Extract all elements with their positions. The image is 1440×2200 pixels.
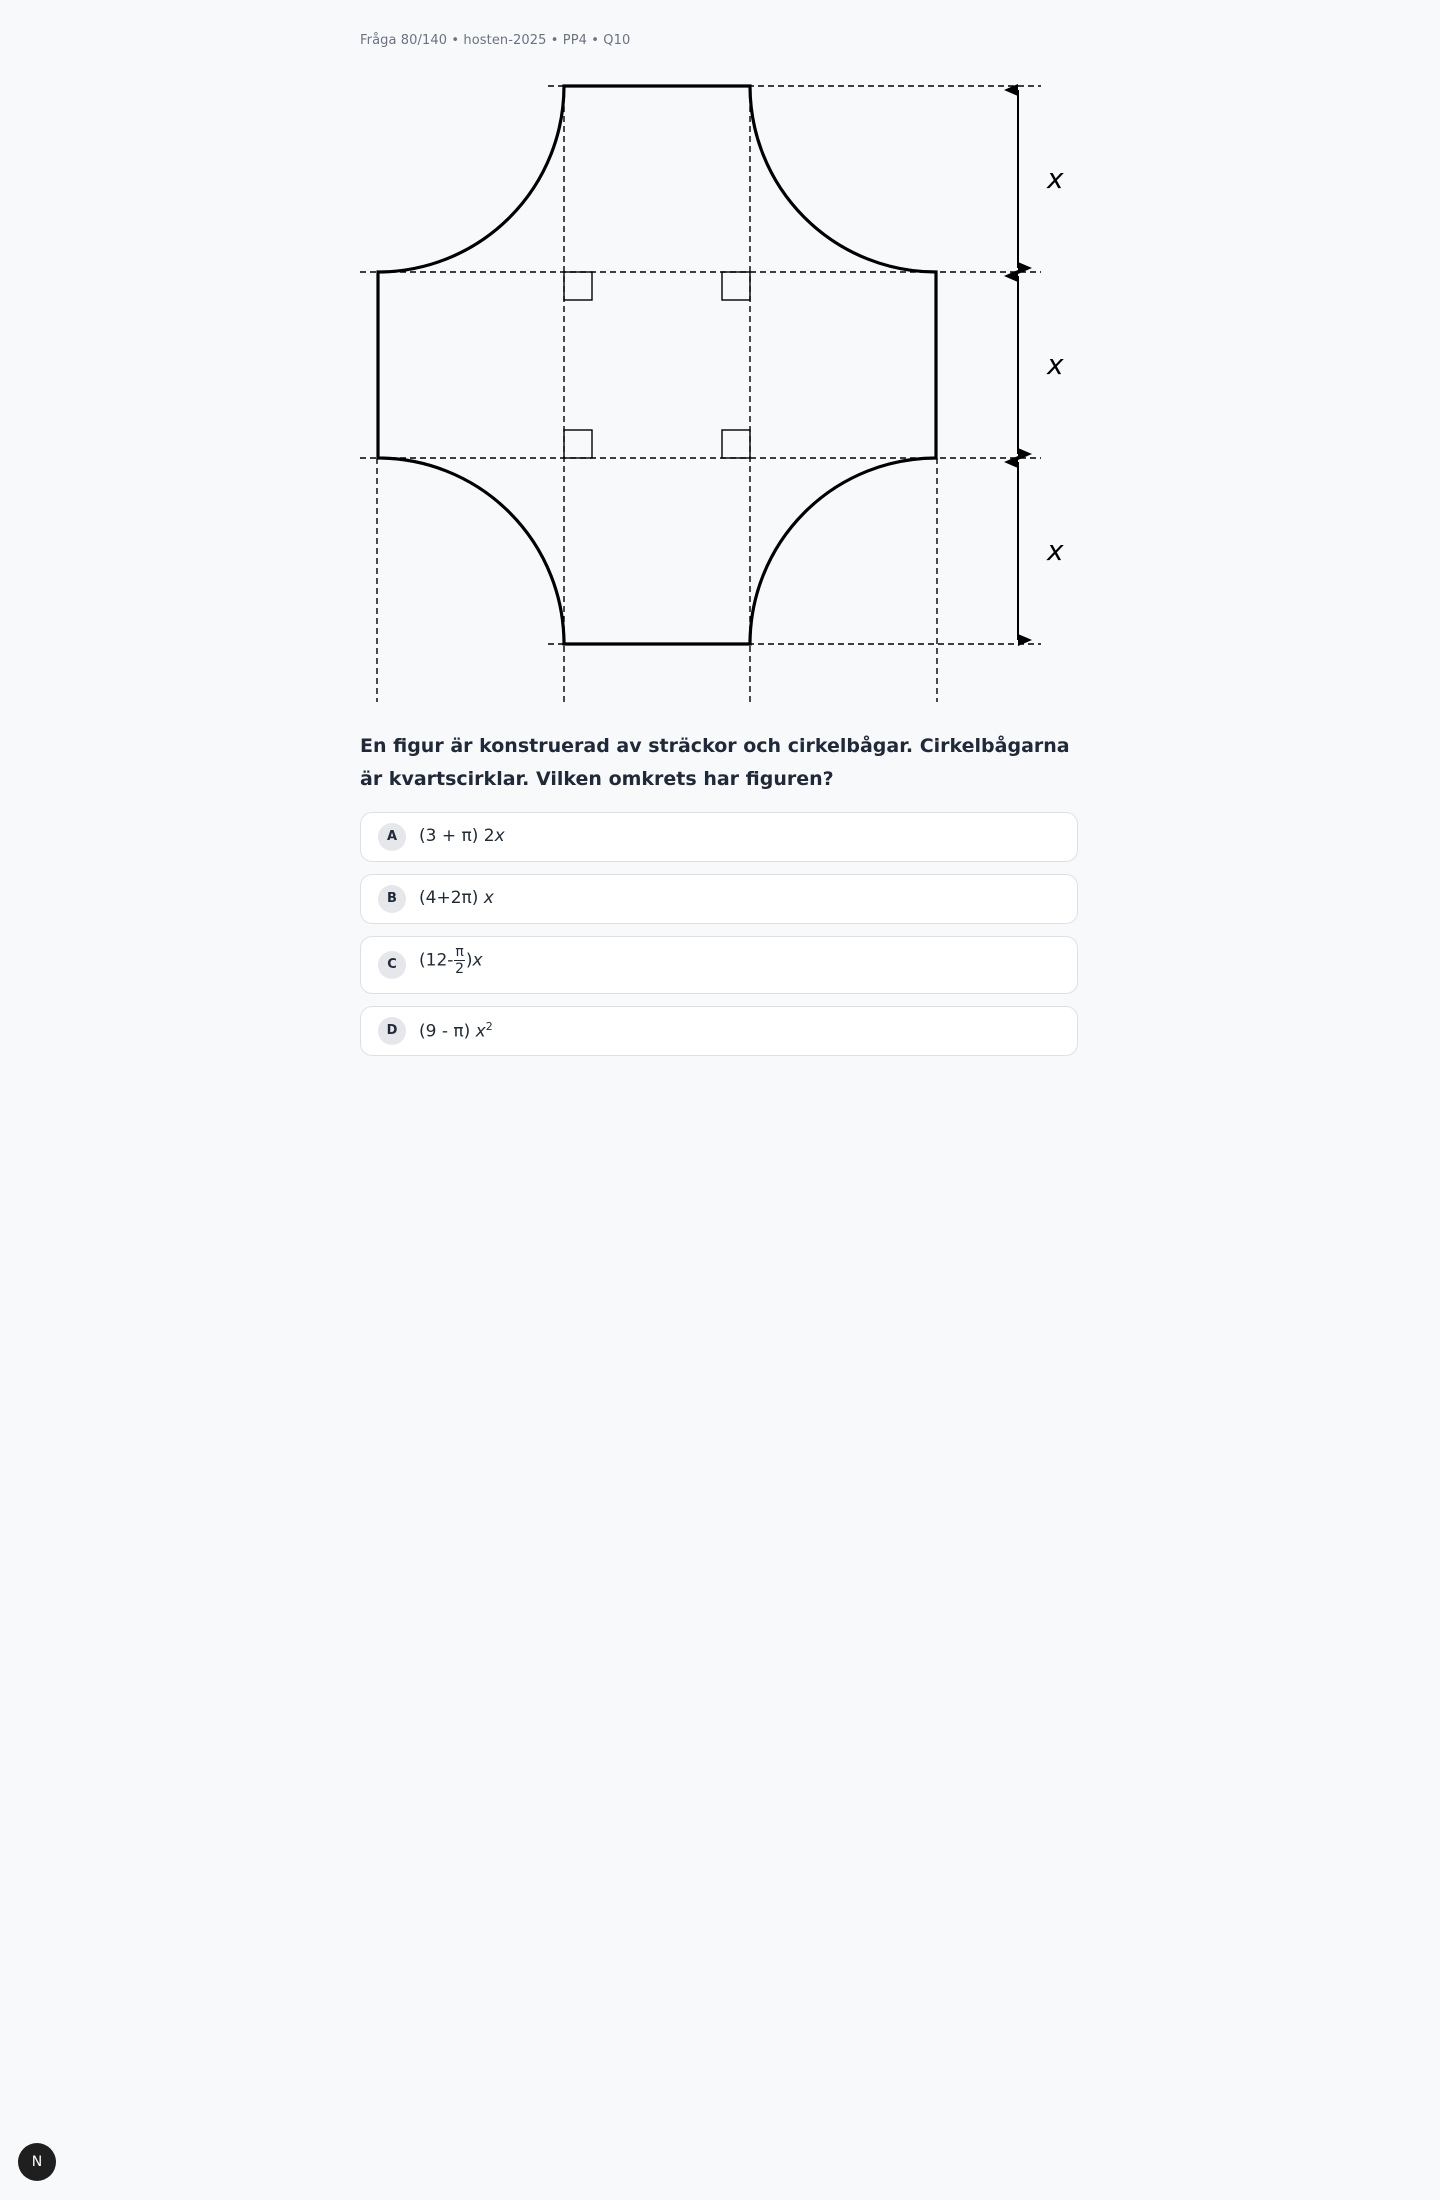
dimension-label-bottom: x — [1047, 534, 1064, 567]
figure-svg — [360, 60, 1080, 710]
dashed-guides — [360, 86, 1041, 702]
option-letter-badge: C — [378, 951, 406, 979]
expr-variable: x — [483, 888, 494, 908]
option-a[interactable] — [360, 812, 1078, 862]
option-letter-badge: D — [378, 1017, 406, 1045]
geometry-figure — [360, 60, 1080, 710]
fraction-denominator: 2 — [455, 961, 465, 977]
expr-variable: x — [475, 1021, 486, 1042]
option-c[interactable] — [360, 936, 1078, 994]
figure-outline — [378, 86, 936, 644]
right-angle-mark — [564, 430, 592, 458]
fraction-numerator: π — [455, 944, 464, 960]
expr-part: (4+2π) — [419, 888, 484, 908]
right-angle-markers — [564, 272, 750, 458]
expr-part: (12- — [419, 950, 454, 971]
question-meta: Fråga 80/140 • hosten-2025 • PP4 • Q10 — [360, 33, 631, 48]
option-letter-badge: A — [378, 823, 406, 851]
question-text: En figur är konstruerad av sträckor och cirkelbågar. Cirkelbågarna är kvartscirklar. Vilken omkrets har figuren? — [360, 735, 1070, 790]
option-expression — [419, 1020, 493, 1042]
dimension-label-middle: x — [1047, 348, 1064, 381]
right-angle-mark — [722, 430, 750, 458]
fraction — [454, 944, 464, 977]
expr-exponent: 2 — [485, 1020, 493, 1033]
expr-part: (9 - π) — [419, 1021, 476, 1042]
expr-part: (3 + π) 2 — [419, 826, 495, 846]
right-angle-mark — [722, 272, 750, 300]
option-expression — [419, 826, 505, 846]
expr-variable: x — [494, 826, 505, 846]
floating-action-button[interactable]: N — [18, 2143, 56, 2181]
right-angle-mark — [564, 272, 592, 300]
option-d[interactable] — [360, 1006, 1078, 1056]
expr-part: ) — [465, 950, 473, 971]
option-b[interactable] — [360, 874, 1078, 924]
expr-variable: x — [472, 950, 483, 971]
option-expression — [419, 944, 483, 977]
option-expression — [419, 888, 494, 908]
dimension-label-top: x — [1047, 162, 1064, 195]
option-letter-badge: B — [378, 885, 406, 913]
